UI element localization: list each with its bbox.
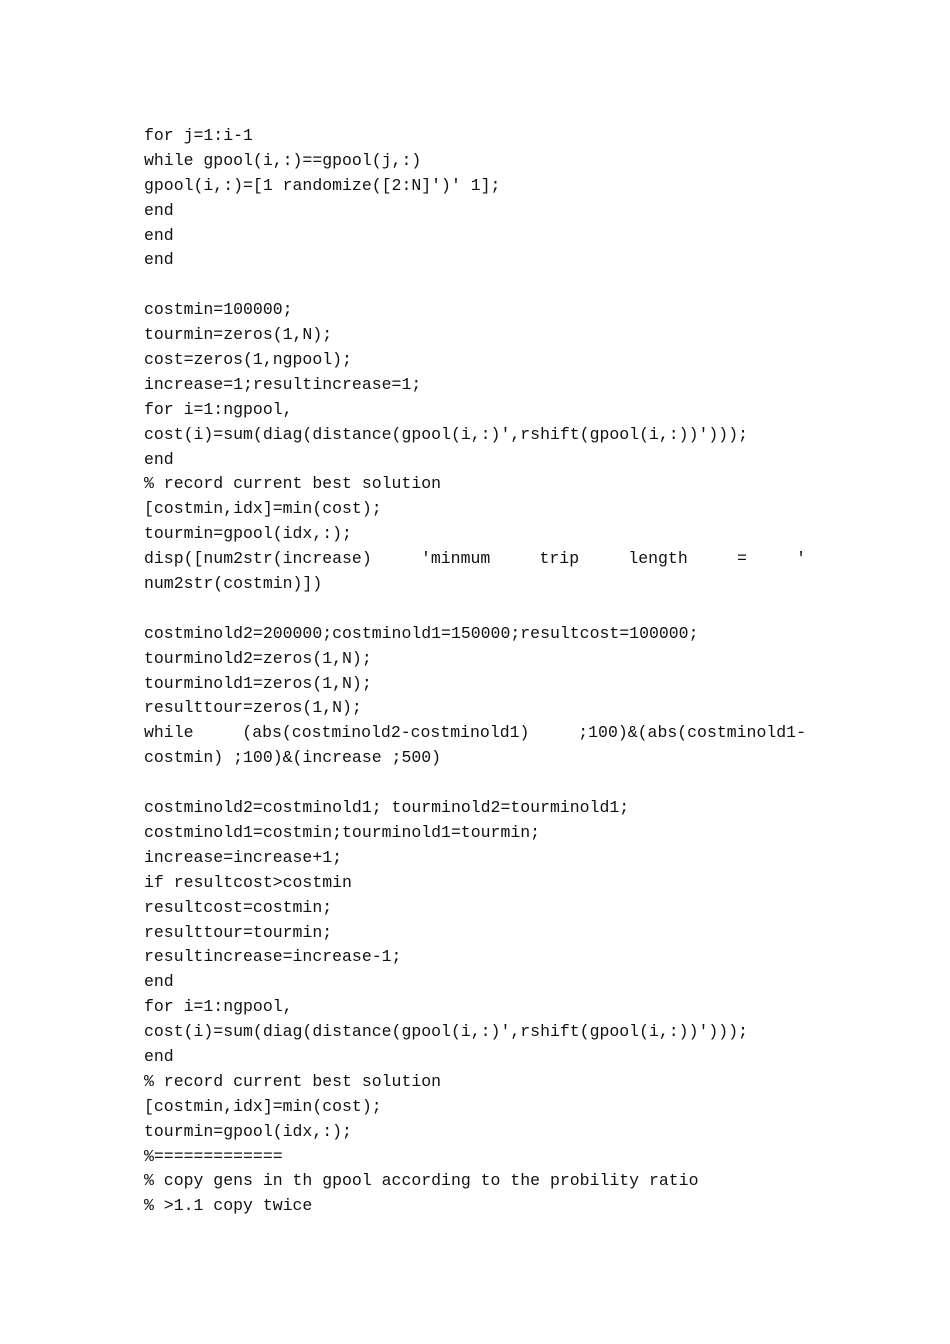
code-word: length xyxy=(628,549,688,569)
code-line: costminold1=costmin;tourminold1=tourmin; xyxy=(144,822,541,842)
code-line: increase=increase+1; xyxy=(144,847,343,867)
code-line: costmin=100000; xyxy=(144,300,293,320)
code-line: [costmin,idx]=min(cost); xyxy=(144,499,382,519)
code-line: resultincrease=increase-1; xyxy=(144,947,402,967)
code-line: costminold2=200000;costminold1=150000;resultcost=100000; xyxy=(144,623,699,643)
blank-line xyxy=(144,273,806,298)
code-line: tourmin=zeros(1,N); xyxy=(144,325,333,345)
code-comment: % copy gens in th gpool according to the probility ratio xyxy=(144,1171,699,1191)
code-line: costminold2=costminold1; tourminold2=tourminold1; xyxy=(144,798,630,818)
code-word: ;100)&(abs(costminold1- xyxy=(578,723,806,743)
code-line: tourminold1=zeros(1,N); xyxy=(144,673,372,693)
code-line-justified xyxy=(144,547,806,572)
code-line: costmin) ;100)&(increase ;500) xyxy=(144,748,442,768)
code-line: end xyxy=(144,200,174,220)
code-line: tourmin=gpool(idx,:); xyxy=(144,524,352,544)
code-line: tourmin=gpool(idx,:); xyxy=(144,1121,352,1141)
code-line: gpool(i,:)=[1 randomize([2:N]')' 1]; xyxy=(144,175,501,195)
code-line: tourminold2=zeros(1,N); xyxy=(144,648,372,668)
blank-line xyxy=(144,597,806,622)
code-line: resultcost=costmin; xyxy=(144,897,333,917)
code-line: for i=1:ngpool, xyxy=(144,997,293,1017)
code-line: end xyxy=(144,972,174,992)
code-line: resulttour=tourmin; xyxy=(144,922,333,942)
code-line: end xyxy=(144,225,174,245)
code-line: if resultcost>costmin xyxy=(144,872,352,892)
code-comment: % >1.1 copy twice xyxy=(144,1196,313,1216)
code-line: increase=1;resultincrease=1; xyxy=(144,374,422,394)
code-line: for i=1:ngpool, xyxy=(144,399,293,419)
code-line: end xyxy=(144,449,174,469)
code-line: while gpool(i,:)==gpool(j,:) xyxy=(144,150,422,170)
code-line: for j=1:i-1 xyxy=(144,126,253,145)
code-comment: %============= xyxy=(144,1146,283,1166)
code-line: resulttour=zeros(1,N); xyxy=(144,698,362,718)
code-comment: % record current best solution xyxy=(144,474,442,494)
code-word: 'minmum xyxy=(420,549,491,569)
code-line: num2str(costmin)]) xyxy=(144,574,323,594)
code-line: [costmin,idx]=min(cost); xyxy=(144,1096,382,1116)
code-comment: % record current best solution xyxy=(144,1071,442,1091)
code-word: trip xyxy=(539,549,580,569)
code-line: cost(i)=sum(diag(distance(gpool(i,:)',rshift(gpool(i,:))'))); xyxy=(144,1022,748,1042)
code-word: disp([num2str(increase) xyxy=(144,549,372,569)
code-word: while xyxy=(144,723,194,743)
code-line: end xyxy=(144,250,174,270)
code-word: ' xyxy=(796,549,806,569)
code-line: cost(i)=sum(diag(distance(gpool(i,:)',rshift(gpool(i,:))'))); xyxy=(144,424,748,444)
code-word: (abs(costminold2-costminold1) xyxy=(242,723,530,743)
code-line: cost=zeros(1,ngpool); xyxy=(144,350,352,370)
code-line-justified xyxy=(144,721,806,746)
code-line: end xyxy=(144,1046,174,1066)
blank-line xyxy=(144,771,806,796)
code-block xyxy=(144,124,806,1219)
code-word: = xyxy=(736,549,747,569)
